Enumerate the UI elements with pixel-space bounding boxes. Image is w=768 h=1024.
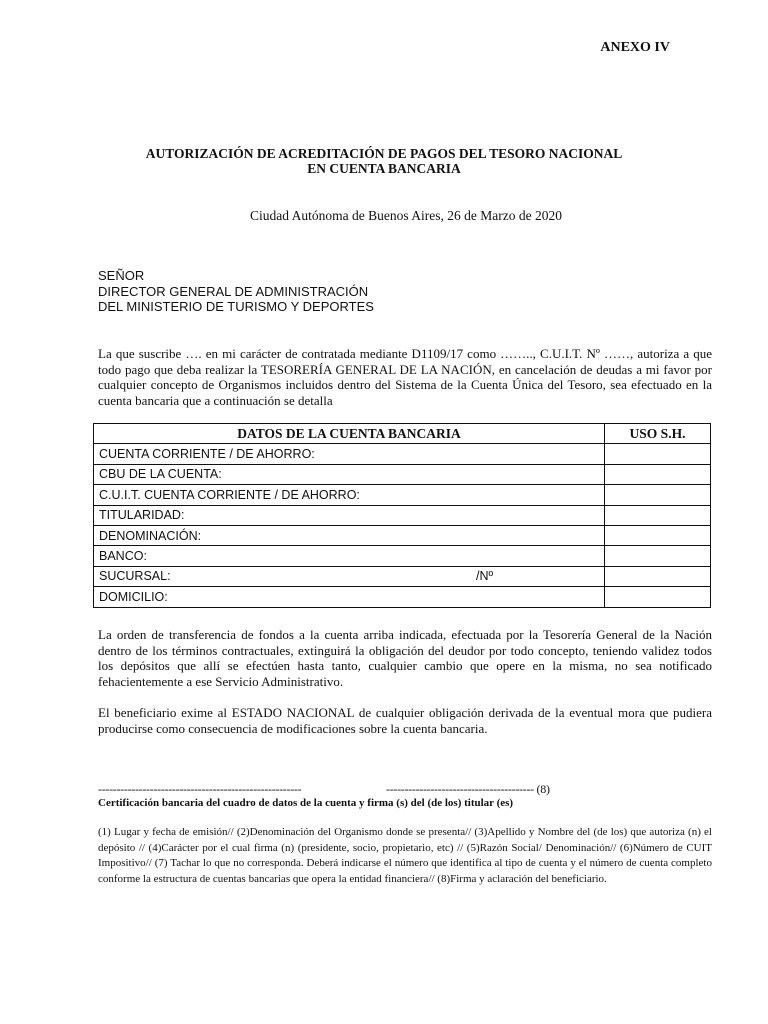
table-row <box>94 444 711 464</box>
certification-caption: Certificación bancaria del cuadro de datos de la cuenta y firma (s) del (de los) titular (es) <box>98 797 514 809</box>
addressee-line-1: SEÑOR <box>98 268 145 283</box>
field-branch-label: SUCURSAL: <box>99 569 171 584</box>
table-row <box>94 464 711 484</box>
field-cbu: CBU DE LA CUENTA: <box>94 464 605 484</box>
exemption-paragraph: El beneficiario exime al ESTADO NACIONAL de cualquier obligación derivada de la eventual mora que pudiera producirse como consecuencia de modificaciones sobre la cuenta bancaria. <box>98 705 712 736</box>
use-sh-cell <box>605 464 711 484</box>
table-row <box>94 587 711 607</box>
use-sh-cell <box>605 444 711 464</box>
title-line-2: EN CUENTA BANCARIA <box>307 161 461 176</box>
addressee-block <box>98 268 374 315</box>
table-row <box>94 546 711 566</box>
table-row <box>94 505 711 525</box>
field-account-type: CUENTA CORRIENTE / DE AHORRO: <box>94 444 605 464</box>
use-sh-cell <box>605 566 711 586</box>
field-account-cuit: C.U.I.T. CUENTA CORRIENTE / DE AHORRO: <box>94 485 605 505</box>
table-row <box>94 566 711 586</box>
table-header-data: DATOS DE LA CUENTA BANCARIA <box>94 424 605 444</box>
use-sh-cell <box>605 546 711 566</box>
field-address: DOMICILIO: <box>94 587 605 607</box>
addressee-line-2: DIRECTOR GENERAL DE ADMINISTRACIÓN <box>98 283 369 299</box>
place-date: Ciudad Autónoma de Buenos Aires, 26 de Marzo de 2020 <box>250 208 562 223</box>
footnotes: (1) Lugar y fecha de emisión// (2)Denominación del Organismo donde se presenta// (3)Apellido y Nombre del (de los) que autoriza (n) el depósito // (4)Carácter por el cual firma (n) (presidente, socio, propietario, etc) // (5)Razón Social/ Denominación// (6)Número de CUIT Impositivo// (7) Tachar lo que no corresponda. Deberá indicarse el número que identifica al tipo de cuenta y el número de cuenta completo conforme la estructura de cuentas bancarias que opera la entidad financiera// (8)Firma y aclaración del beneficiario. <box>98 826 712 885</box>
authorization-paragraph: La que suscribe …. en mi carácter de contratada mediante D1109/17 como …….., C.U.I.T. Nº ……, autoriza a que todo pago que deba realizar la TESORERÍA GENERAL DE LA NACIÓN, en cancelación de deudas a mi favor por cualquier concepto de Organismos incluidos dentro del Sistema de la Cuenta Única del Tesoro, sea efectuado en la cuenta bancaria que a continuación se detalla <box>98 346 712 408</box>
table-row <box>94 485 711 505</box>
document-title <box>0 146 768 176</box>
bank-signature-line: ------------------------------------------------------- <box>98 782 302 796</box>
field-branch <box>94 566 605 586</box>
bank-data-table <box>93 423 711 608</box>
use-sh-cell <box>605 587 711 607</box>
annex-label: ANEXO IV <box>600 40 670 55</box>
title-line-1: AUTORIZACIÓN DE ACREDITACIÓN DE PAGOS DEL TESORO NACIONAL <box>145 146 623 161</box>
table-row <box>94 525 711 545</box>
field-bank: BANCO: <box>94 546 605 566</box>
field-ownership: TITULARIDAD: <box>94 505 605 525</box>
table-header-row <box>94 424 711 444</box>
transfer-paragraph: La orden de transferencia de fondos a la cuenta arriba indicada, efectuada por la Tesorería General de la Nación dentro de los términos contractuales, extinguirá la obligación del deudor por todo concepto, teniendo validez todos los depósitos que allí se efectúen hasta tanto, cualquier cambio que opere en la misma, no sea notificado fehacientemente a ese Servicio Administrativo. <box>98 627 712 689</box>
beneficiary-signature-line: ---------------------------------------- (8) <box>386 782 550 796</box>
field-branch-number-label: /Nº <box>476 569 494 584</box>
use-sh-cell <box>605 525 711 545</box>
use-sh-cell <box>605 485 711 505</box>
use-sh-cell <box>605 505 711 525</box>
field-denomination: DENOMINACIÓN: <box>94 525 605 545</box>
table-header-use: USO S.H. <box>605 424 711 444</box>
addressee-line-3: DEL MINISTERIO DE TURISMO Y DEPORTES <box>98 299 374 314</box>
